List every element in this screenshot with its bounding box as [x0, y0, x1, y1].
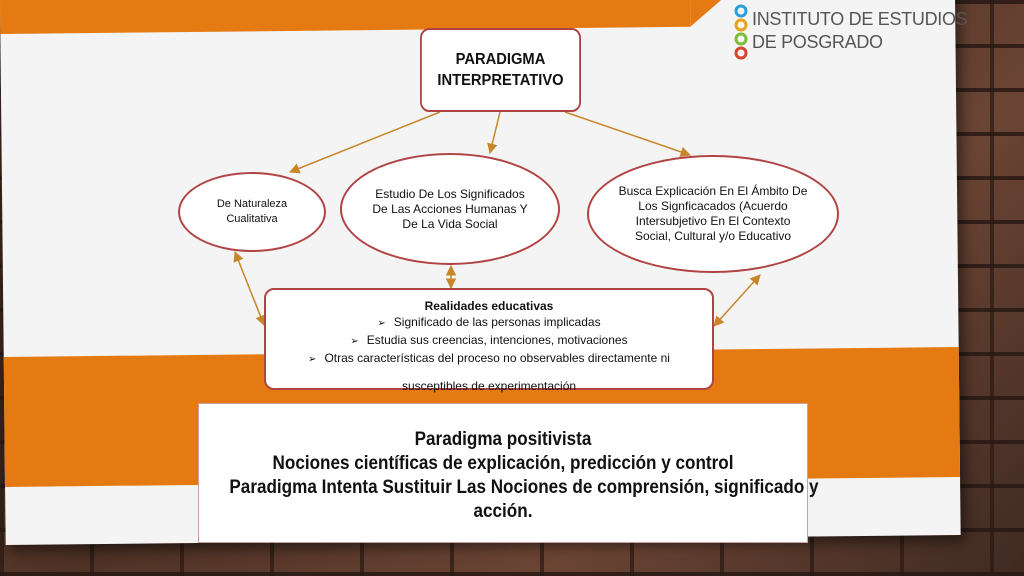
- title-line1: PARADIGMA: [455, 51, 546, 68]
- arrow-bullet-icon: ➢: [350, 336, 359, 347]
- logo-text-line1: INSTITUTO DE ESTUDIOS: [752, 9, 968, 29]
- realidades-tail: susceptibles de experimentación: [401, 379, 577, 393]
- node-busca-explicacion: [587, 155, 839, 273]
- node-naturaleza-cualitativa: [178, 172, 326, 252]
- positivista-line: Paradigma Intenta Sustituir Las Nociones de comprensión, significado y: [229, 477, 819, 498]
- positivista-line: acción.: [473, 501, 533, 522]
- arrow-busca-realidades: [714, 275, 760, 326]
- node-cualitativa-text: De Naturaleza Cualitativa: [216, 198, 288, 225]
- node-estudio-significados: [340, 153, 560, 265]
- realidades-list: [266, 314, 712, 368]
- paradigma-interpretativo-box: [420, 28, 581, 112]
- paradigma-positivista-box: [198, 403, 819, 543]
- arrow-title-to-estudio: [490, 112, 500, 153]
- list-item: ➢ Significado de las personas implicadas: [377, 315, 601, 329]
- arrow-bullet-icon: ➢: [308, 354, 317, 365]
- arrow-title-to-busca: [565, 112, 690, 155]
- list-item: ➢ Estudia sus creencias, intenciones, motivaciones: [350, 333, 628, 347]
- realidades-title: Realidades educativas: [424, 299, 554, 313]
- arrow-bullet-icon: ➢: [377, 318, 386, 329]
- realidades-educativas-box: [264, 288, 714, 393]
- node-busca-text: Busca Explicación En El Ámbito De Los Signficacados (Acuerdo Intersubjetivo En El Contexto Social, Cultural y/o Educativo: [618, 184, 808, 243]
- node-estudio-text: Estudio De Los Significados De Las Acciones Humanas Y De La Vida Social: [372, 186, 528, 231]
- list-item: ➢ Otras características del proceso no observables directamente ni: [308, 351, 670, 365]
- positivista-line: Paradigma positivista: [414, 429, 592, 450]
- positivista-line: Nociones científicas de explicación, predicción y control: [272, 453, 734, 474]
- logo-text-line2: DE POSGRADO: [752, 32, 883, 52]
- arrow-cualitativa-realidades: [235, 252, 264, 325]
- title-line2: INTERPRETATIVO: [437, 72, 564, 89]
